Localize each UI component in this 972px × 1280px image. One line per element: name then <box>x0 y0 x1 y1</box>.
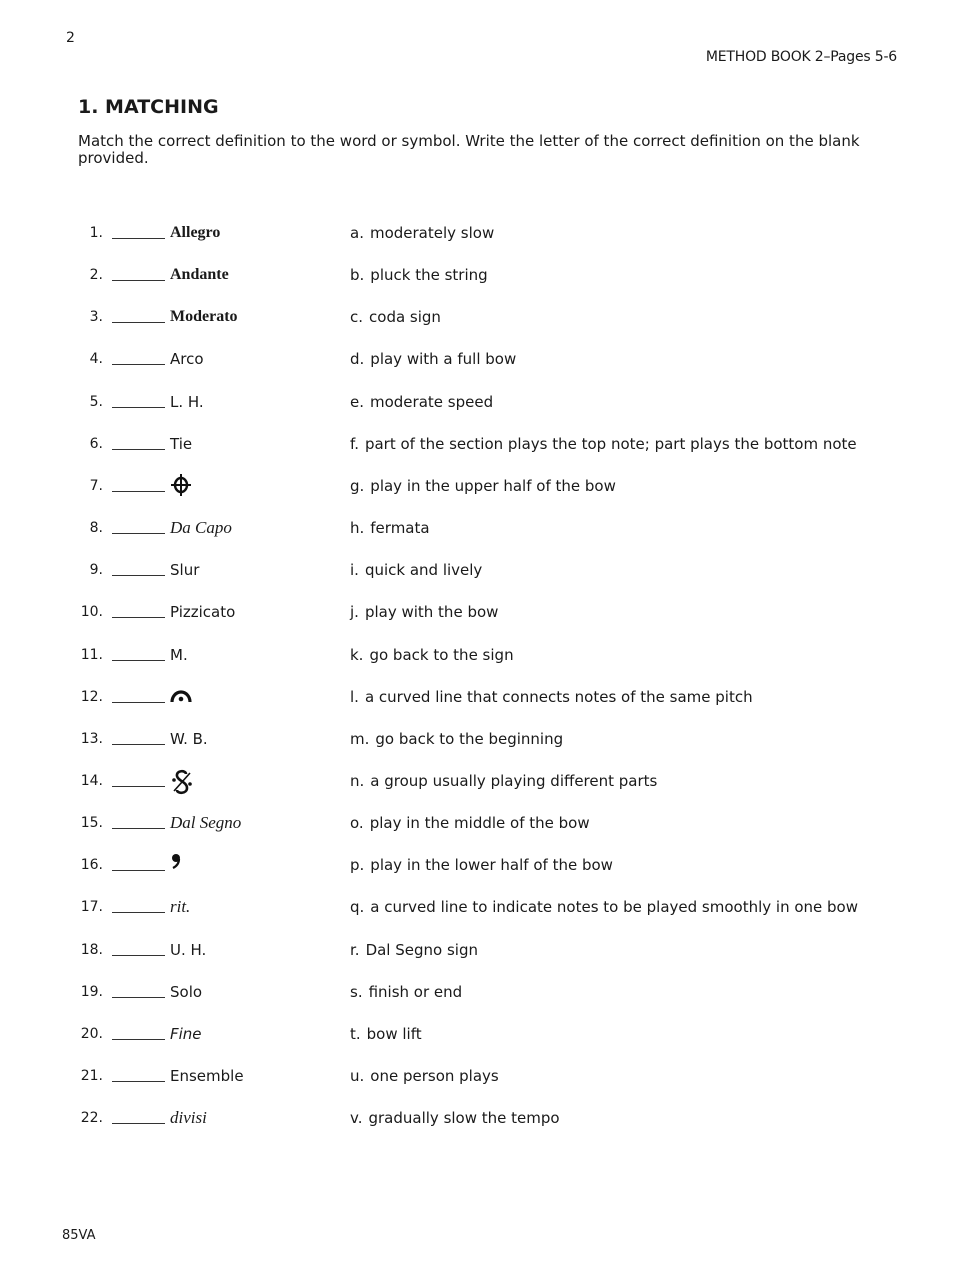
item-number: 8. <box>89 520 103 536</box>
matching-row <box>0 856 972 886</box>
term-text: Moderato <box>170 308 238 326</box>
item-number: 3. <box>89 309 103 326</box>
definition <box>350 308 441 326</box>
term-text: L. H. <box>170 392 204 411</box>
definition-text: Dal Segno sign <box>365 940 478 959</box>
definition-letter: r. <box>350 940 360 959</box>
definition-letter: k. <box>350 645 364 664</box>
item-number: 16. <box>80 857 103 874</box>
answer-blank[interactable] <box>112 1123 165 1124</box>
definition-text: fermata <box>370 519 430 537</box>
definition <box>350 519 430 537</box>
item-number: 18. <box>80 941 103 958</box>
matching-row <box>0 224 972 254</box>
definition-text: a group usually playing different parts <box>370 771 658 790</box>
definition-letter: f. <box>350 434 359 453</box>
answer-blank[interactable] <box>112 786 165 787</box>
answer-blank[interactable] <box>112 575 165 576</box>
instructions: Match the correct definition to the word or symbol. Write the letter of the correct definition on the blank provided. <box>78 132 860 167</box>
coda-sign-icon <box>170 473 192 495</box>
answer-blank[interactable] <box>112 997 165 998</box>
matching-row <box>0 477 972 507</box>
definition <box>350 983 462 1001</box>
term-text: Allegro <box>170 224 221 241</box>
answer-blank[interactable] <box>112 1039 165 1040</box>
definition-letter: u. <box>350 1067 365 1085</box>
matching-row <box>0 308 972 338</box>
matching-row <box>0 730 972 760</box>
item-number: 11. <box>80 646 103 663</box>
term-text: Ensemble <box>170 1067 244 1085</box>
item-number: 5. <box>89 393 103 410</box>
matching-row <box>0 772 972 802</box>
definition <box>350 603 498 621</box>
definition <box>350 856 613 874</box>
definition <box>350 772 657 790</box>
term-text: rit. <box>170 897 191 917</box>
item-number: 17. <box>80 899 103 916</box>
item-number: 21. <box>80 1068 103 1084</box>
definition-letter: c. <box>350 308 364 327</box>
matching-row <box>0 519 972 549</box>
answer-blank[interactable] <box>112 238 165 239</box>
answer-blank[interactable] <box>112 828 165 829</box>
matching-row <box>0 688 972 718</box>
item-number: 15. <box>80 815 103 832</box>
term-text: Pizzicato <box>170 603 236 622</box>
definition-letter: j. <box>350 603 359 622</box>
term-text: Da Capo <box>170 518 232 537</box>
answer-blank[interactable] <box>112 491 165 492</box>
matching-row <box>0 350 972 380</box>
definition-text: go back to the sign <box>369 645 514 664</box>
item-number: 12. <box>80 688 103 705</box>
answer-blank[interactable] <box>112 617 165 618</box>
definition-letter: v. <box>350 1109 363 1128</box>
item-number: 7. <box>89 477 103 494</box>
item-number: 4. <box>89 351 103 368</box>
answer-blank[interactable] <box>112 280 165 281</box>
answer-blank[interactable] <box>112 533 165 534</box>
definition <box>350 730 563 748</box>
definition-text: part of the section plays the top note; part plays the bottom note <box>364 434 857 453</box>
answer-blank[interactable] <box>112 744 165 745</box>
item-number: 9. <box>89 562 103 579</box>
bow-lift-icon <box>170 852 192 874</box>
definition <box>350 350 516 368</box>
definition-letter: t. <box>350 1024 361 1043</box>
matching-row <box>0 1067 972 1097</box>
term-text: Solo <box>170 982 203 1001</box>
item-number: 19. <box>80 983 103 1000</box>
definition-letter: p. <box>350 856 365 875</box>
definition-text: pluck the string <box>370 266 488 285</box>
matching-row <box>0 941 972 971</box>
definition-text: go back to the beginning <box>375 729 564 748</box>
answer-blank[interactable] <box>112 322 165 323</box>
answer-blank[interactable] <box>112 955 165 956</box>
definition <box>350 646 514 664</box>
item-number: 20. <box>80 1025 103 1042</box>
definition-text: play with the bow <box>364 603 499 622</box>
definition-text: play in the lower half of the bow <box>370 856 613 875</box>
segno-icon <box>170 768 192 790</box>
definition-text: play in the upper half of the bow <box>370 476 616 495</box>
definition <box>350 1109 560 1127</box>
definition <box>350 1067 499 1085</box>
answer-blank[interactable] <box>112 1081 165 1082</box>
definition <box>350 224 494 242</box>
definition-text: one person plays <box>370 1067 499 1085</box>
definition-letter: g. <box>350 476 365 495</box>
term-text: W. B. <box>170 729 208 748</box>
matching-row <box>0 646 972 676</box>
definition-letter: m. <box>350 729 370 748</box>
term-text: M. <box>170 645 188 664</box>
item-number: 22. <box>80 1110 103 1127</box>
page-number: 2 <box>66 30 75 46</box>
definition <box>350 435 857 453</box>
definition <box>350 393 493 411</box>
definition-text: finish or end <box>368 982 463 1001</box>
definition-text: coda sign <box>369 308 441 327</box>
term-text: Dal Segno <box>170 813 242 833</box>
definition-text: play with a full bow <box>370 350 517 369</box>
definition-text: quick and lively <box>364 561 483 580</box>
definition <box>350 561 482 579</box>
answer-blank[interactable] <box>112 912 165 913</box>
definition-text: bow lift <box>366 1024 422 1043</box>
answer-blank[interactable] <box>112 364 165 365</box>
matching-row <box>0 393 972 423</box>
definition-letter: a. <box>350 224 364 242</box>
term-text: Fine <box>170 1024 202 1043</box>
term-text: U. H. <box>170 940 207 959</box>
definition <box>350 898 858 916</box>
answer-blank[interactable] <box>112 407 165 408</box>
answer-blank[interactable] <box>112 449 165 450</box>
footer-code: 85VA <box>62 1228 96 1243</box>
matching-row <box>0 561 972 591</box>
answer-blank[interactable] <box>112 660 165 661</box>
matching-row <box>0 898 972 928</box>
item-number: 14. <box>80 772 103 789</box>
definition-letter: i. <box>350 561 359 580</box>
term-text: divisi <box>170 1108 207 1128</box>
matching-row <box>0 1109 972 1139</box>
definition-letter: d. <box>350 350 365 369</box>
book-reference: METHOD BOOK 2–Pages 5-6 <box>705 49 897 65</box>
term-text: Slur <box>170 561 200 580</box>
definition <box>350 1025 422 1043</box>
definition <box>350 266 488 284</box>
definition-letter: l. <box>350 687 359 706</box>
item-number: 2. <box>89 267 103 284</box>
definition-letter: b. <box>350 266 365 285</box>
definition-letter: o. <box>350 814 364 833</box>
answer-blank[interactable] <box>112 702 165 703</box>
matching-row <box>0 983 972 1013</box>
definition-text: moderately slow <box>369 224 495 242</box>
matching-row <box>0 814 972 844</box>
definition-text: gradually slow the tempo <box>368 1109 560 1128</box>
term-text: Arco <box>170 350 204 369</box>
matching-row <box>0 266 972 296</box>
term-text: Tie <box>170 434 193 453</box>
definition-letter: h. <box>350 519 365 537</box>
definition-letter: q. <box>350 898 365 917</box>
definition-letter: e. <box>350 392 364 411</box>
definition-text: a curved line that connects notes of the same pitch <box>364 687 753 706</box>
definition-text: play in the middle of the bow <box>369 814 590 833</box>
item-number: 10. <box>80 604 103 621</box>
matching-row <box>0 603 972 633</box>
matching-row <box>0 435 972 465</box>
fermata-icon <box>170 684 192 706</box>
definition-letter: n. <box>350 771 365 790</box>
item-number: 1. <box>89 225 103 241</box>
item-number: 13. <box>80 730 103 747</box>
definition-text: a curved line to indicate notes to be played smoothly in one bow <box>370 898 858 917</box>
definition <box>350 688 753 706</box>
answer-blank[interactable] <box>112 870 165 871</box>
definition <box>350 477 616 495</box>
section-title: 1. MATCHING <box>78 96 219 118</box>
definition-letter: s. <box>350 982 363 1001</box>
definition-text: moderate speed <box>370 392 494 411</box>
term-text: Andante <box>170 266 229 284</box>
item-number: 6. <box>89 435 103 452</box>
definition <box>350 814 590 832</box>
definition <box>350 941 478 959</box>
matching-row <box>0 1025 972 1055</box>
